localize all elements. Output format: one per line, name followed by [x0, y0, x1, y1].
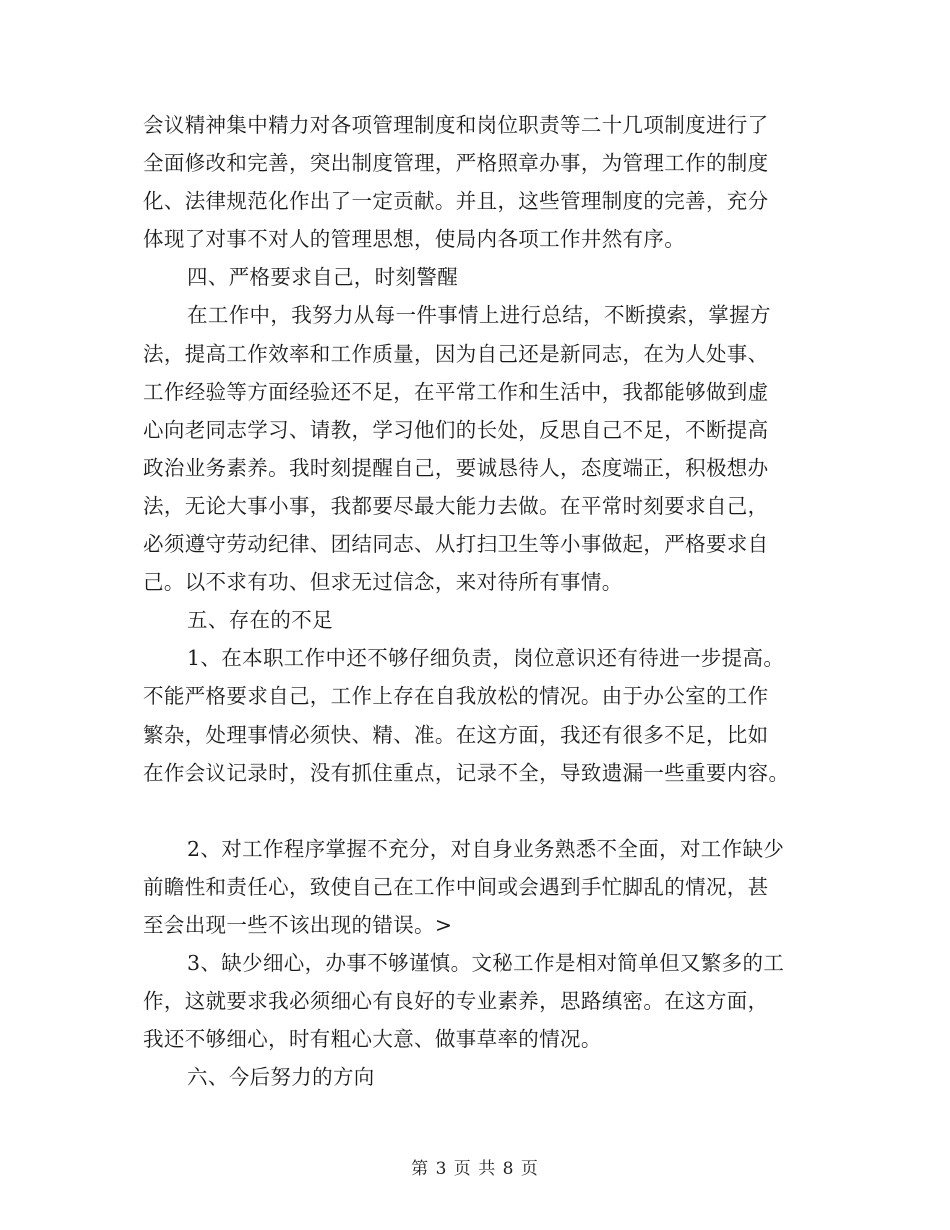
text-line: 2、对工作程序掌握不充分，对自身业务熟悉不全面，对工作缺少: [187, 836, 785, 861]
text-line: 全面修改和完善，突出制度管理，严格照章办事，为管理工作的制度: [143, 151, 769, 176]
text-line: 我还不够细心，时有粗心大意、做事草率的情况。: [143, 1027, 602, 1052]
text-line: 体现了对事不对人的管理思想，使局内各项工作井然有序。: [143, 227, 686, 252]
text-line: 政治业务素养。我时刻提醒自己，要诚恳待人，态度端正，积极想办: [143, 455, 769, 480]
text-line: 不能严格要求自己，工作上存在自我放松的情况。由于办公室的工作: [143, 684, 769, 709]
text-line: 至会出现一些不该出现的错误。>: [143, 912, 453, 937]
paragraph-gap: [143, 792, 808, 830]
text-line: 必须遵守劳动纪律、团结同志、从打扫卫生等小事做起，严格要求自: [143, 532, 769, 557]
section-heading-6: 六、今后努力的方向: [187, 1065, 375, 1090]
text-line: 在作会议记录时，没有抓住重点，记录不全，导致遗漏一些重要内容。: [143, 760, 790, 785]
text-line: 1、在本职工作中还不够仔细负责，岗位意识还有待进一步提高。: [187, 646, 785, 671]
page-number-footer: 第 3 页 共 8 页: [411, 1159, 539, 1179]
text-line: 会议精神集中精力对各项管理制度和岗位职责等二十几项制度进行了: [143, 113, 769, 137]
text-line: 繁杂，处理事情必须快、精、准。在这方面，我还有很多不足，比如: [143, 722, 769, 747]
text-line: 化、法律规范化作出了一定贡献。并且，这些管理制度的完善，充分: [143, 189, 769, 214]
text-line: 3、缺少细心，办事不够谨慎。文秘工作是相对简单但又繁多的工: [187, 951, 785, 976]
text-line: 法，无论大事小事，我都要尽最大能力去做。在平常时刻要求自己，: [143, 493, 769, 518]
section-heading-4: 四、严格要求自己，时刻警醒: [187, 265, 459, 290]
text-line: 作，这就要求我必须细心有良好的专业素养，思路缜密。在这方面，: [143, 989, 769, 1014]
text-line: 前瞻性和责任心，致使自己在工作中间或会遇到手忙脚乱的情况，甚: [143, 874, 769, 899]
text-line: 工作经验等方面经验还不足，在平常工作和生活中，我都能够做到虚: [143, 379, 769, 404]
document-body: [143, 106, 808, 1096]
text-line: 法，提高工作效率和工作质量，因为自己还是新同志，在为人处事、: [143, 341, 769, 366]
text-line: 在工作中，我努力从每一件事情上进行总结，不断摸索，掌握方: [187, 303, 771, 328]
text-line: 心向老同志学习、请教，学习他们的长处，反思自己不足，不断提高: [143, 417, 769, 442]
section-heading-5: 五、存在的不足: [187, 608, 333, 633]
text-line: 己。以不求有功、但求无过信念，来对待所有事情。: [143, 570, 623, 595]
